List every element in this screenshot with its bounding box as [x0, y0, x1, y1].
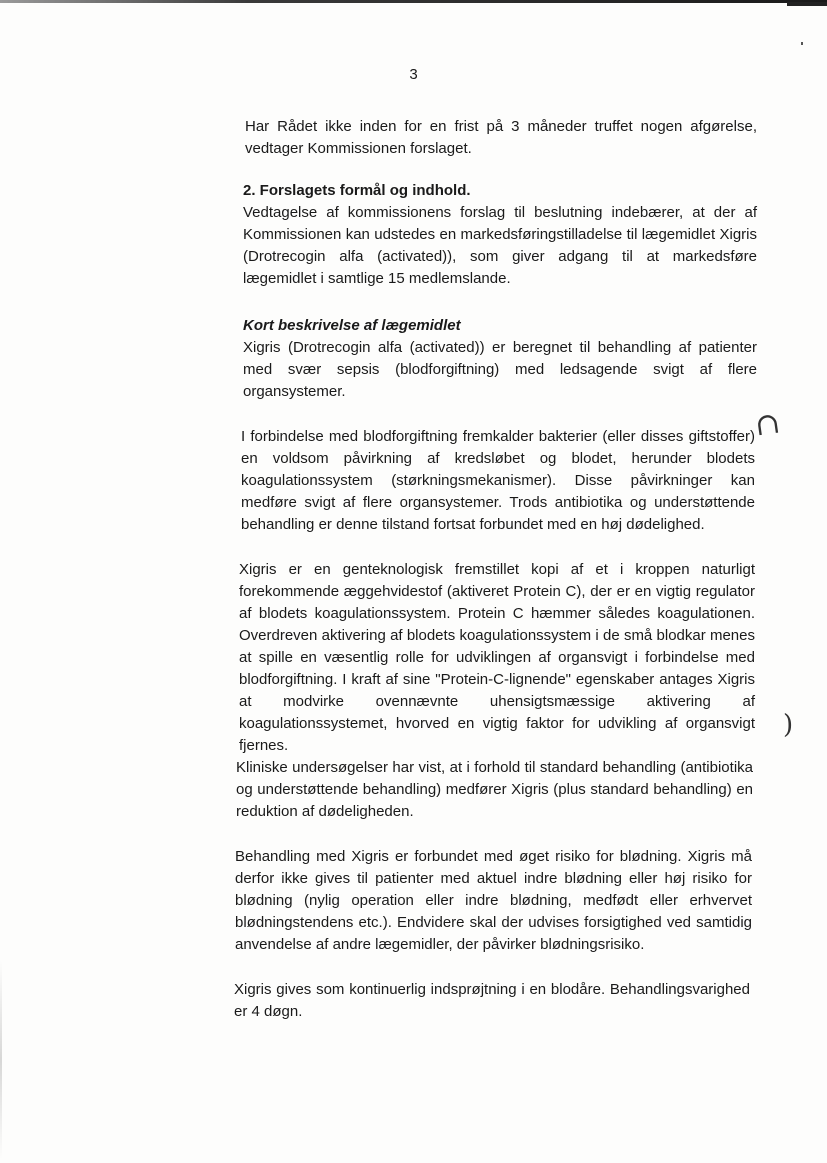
section-formaal [243, 180, 757, 290]
scan-top-edge-tail [787, 2, 827, 6]
handwritten-margin-mark: ∩ [752, 405, 783, 444]
section-short-description [243, 315, 757, 403]
paragraph-administration: Xigris gives som kontinuerlig indsprøjtning i en blodåre. Behandlingsvarighed er 4 døgn. [234, 981, 750, 1020]
short-description-text: Xigris (Drotrecogin alfa (activated)) er beregnet til behandling af patienter med svær sepsis (blodforgiftning) med ledsagende svigt af flere organsystemer. [243, 339, 757, 400]
intro-paragraph: Har Rådet ikke inden for en frist på 3 måneder truffet nogen afgørelse, vedtager Kommissionen forslaget. [245, 118, 757, 157]
paragraph-xigris-mechanism: Xigris er en genteknologisk fremstillet kopi af et i kroppen naturligt forekommende æggehvidestof (aktiveret Protein C), der er en vigtig regulator af blodets koagulationssystem. Protein C hæmmer således koagulationen. Overdreven aktivering af blodets koagulationssystem i de små blodkar menes at spille en væsentlig rolle for udviklingen af organsvigt i forbindelse med blodforgiftning. I kraft af sine "Protein-C-lignende" egenskaber antages Xigris at modvirke ovennævnte uhensigtsmæssige aktivering af koagulationssystemet, hvorved en vigtig faktor for udvikling af organsvigt fjernes. [239, 561, 755, 754]
section-heading: 2. Forslagets formål og indhold. [243, 182, 471, 199]
scan-speck [801, 42, 803, 45]
short-description-heading: Kort beskrivelse af lægemidlet [243, 317, 461, 334]
scan-left-shadow [0, 960, 2, 1160]
section-text: Vedtagelse af kommissionens forslag til beslutning indebærer, at der af Kommissionen kan udstedes en markedsføringstilladelse til lægemidlet Xigris (Drotrecogin alfa (activated)), som giver adgang til at markedsføre lægemidlet i samtlige 15 medlemslande. [243, 204, 757, 287]
paragraph-blodforgiftning: I forbindelse med blodforgiftning fremkalder bakterier (eller disses giftstoffer) en voldsom påvirkning af kredsløbet og blodet, herunder blodets koagulationssystem (størkningsmekanismer). Disse påvirkninger kan medføre svigt af flere organsystemer. Trods antibiotika og understøttende behandling er denne tilstand fortsat forbundet med en høj dødelighed. [241, 428, 755, 533]
handwritten-margin-mark: ) [783, 710, 794, 740]
paragraph-clinical-studies: Kliniske undersøgelser har vist, at i forhold til standard behandling (antibiotika og understøttende behandling) medfører Xigris (plus standard behandling) en reduktion af dødeligheden. [236, 759, 753, 820]
paragraph-bleeding-risk: Behandling med Xigris er forbundet med øget risiko for blødning. Xigris må derfor ikke gives til patienter med aktuel indre blødning eller høj risiko for blødning (nylig operation eller indre blødning, medfødt eller erhvervet blødningstendens etc.). Endvidere skal der udvises forsigtighed ved samtidig anvendelse af andre lægemidler, der påvirker blødningsrisiko. [235, 848, 752, 953]
page-number: 3 [409, 66, 418, 83]
scan-top-edge [0, 0, 827, 3]
